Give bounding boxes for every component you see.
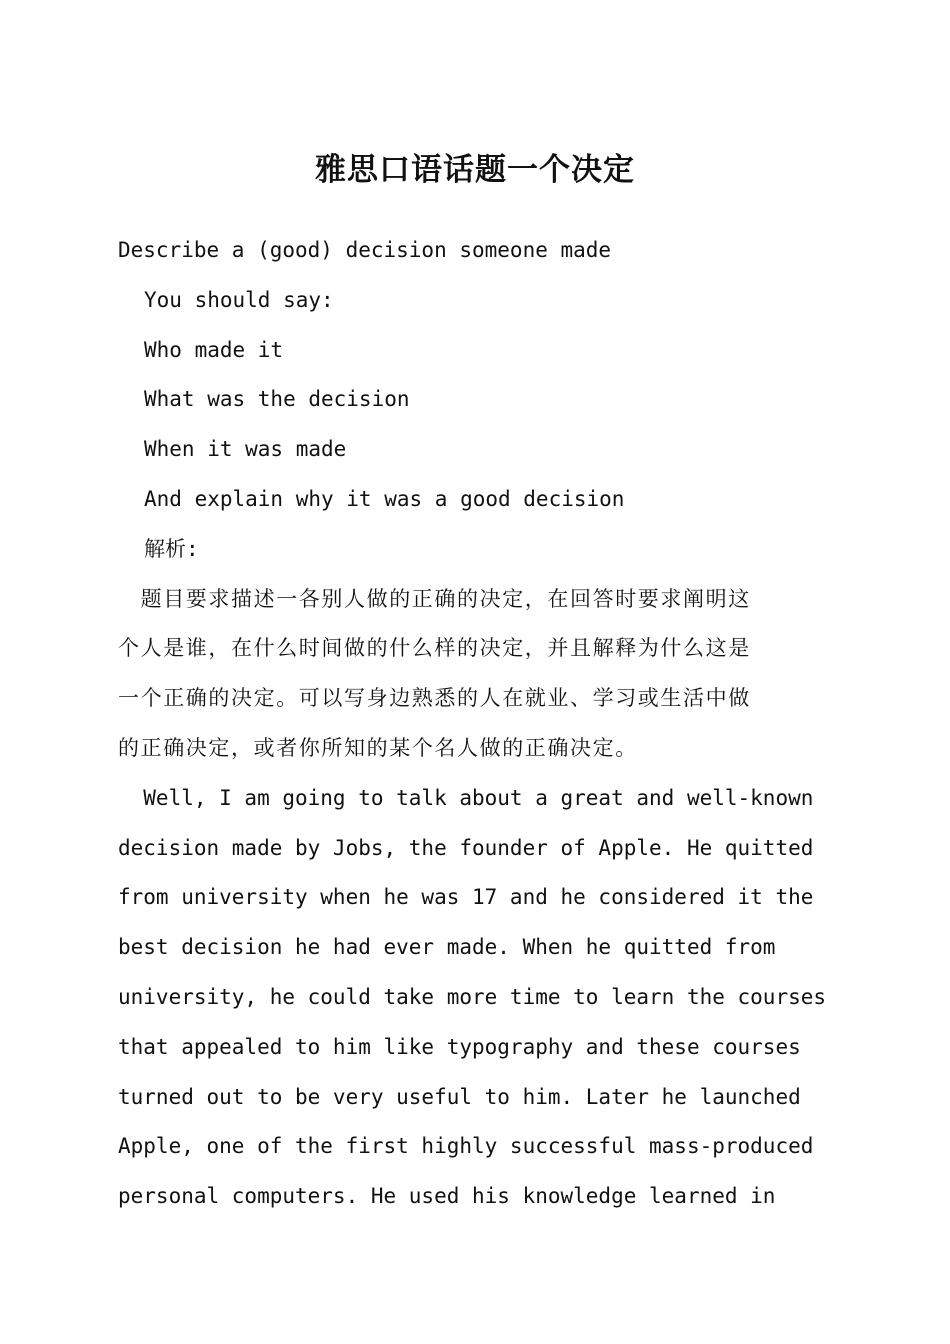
analysis-line: 一个正确的决定。可以写身边熟悉的人在就业、学习或生活中做	[118, 686, 751, 711]
analysis-line: 题目要求描述一各别人做的正确的决定，在回答时要求阐明这	[118, 586, 751, 611]
answer-line: Apple, one of the first highly successful mass-produced	[118, 1134, 814, 1159]
topic-line: Describe a (good) decision someone made	[118, 238, 612, 262]
analysis-line: 的正确决定，或者你所知的某个名人做的正确决定。	[118, 735, 638, 760]
analysis-label: 解析:	[144, 536, 199, 561]
answer-line: turned out to be very useful to him. Later he launched	[118, 1084, 801, 1109]
prompt-intro: You should say:	[144, 287, 334, 312]
prompt-item: When it was made	[144, 437, 347, 462]
answer-line: university, he could take more time to learn the courses	[118, 984, 827, 1009]
prompt-item: What was the decision	[144, 387, 410, 412]
analysis-line: 个人是谁，在什么时间做的什么样的决定，并且解释为什么这是	[118, 636, 751, 661]
page-title: 雅思口语话题一个决定	[315, 152, 635, 188]
answer-line: from university when he was 17 and he considered it the	[118, 885, 814, 910]
prompt-item: And explain why it was a good decision	[144, 486, 625, 511]
prompt-item: Who made it	[144, 337, 284, 362]
answer-line: that appealed to him like typography and these courses	[118, 1034, 801, 1059]
answer-line: Well, I am going to talk about a great and well-known	[118, 785, 814, 810]
answer-line: personal computers. He used his knowledge learned in	[118, 1184, 776, 1209]
document-body	[118, 226, 834, 1222]
answer-line: best decision he had ever made. When he quitted from	[118, 935, 776, 960]
answer-line: decision made by Jobs, the founder of Apple. He quitted	[118, 835, 814, 860]
